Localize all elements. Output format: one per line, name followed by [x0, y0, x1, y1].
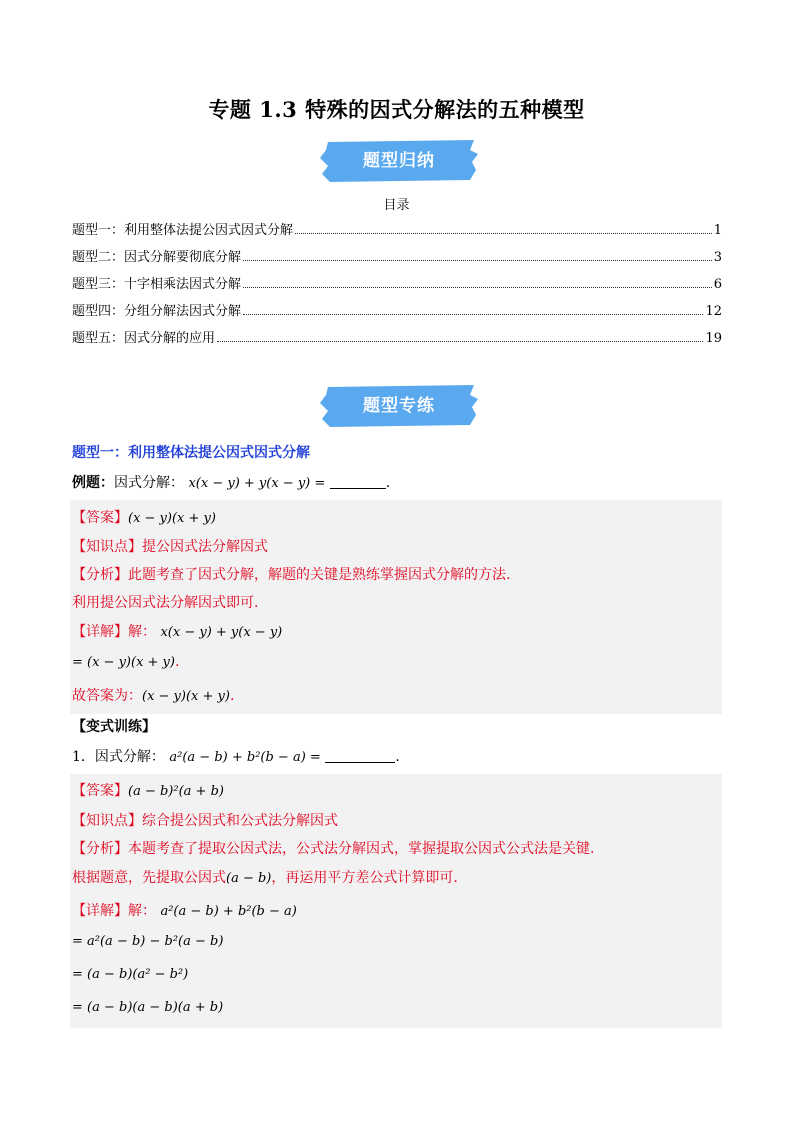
detail-prefix: 解：	[128, 624, 156, 640]
conclusion-expression: (x − y)(x + y)	[142, 689, 230, 704]
toc-item-page: 3	[713, 250, 722, 265]
question-prompt: 因式分解：	[94, 749, 165, 765]
toc-leader	[243, 286, 712, 288]
toc-item-label: 题型三：十字相乘法因式分解	[72, 277, 242, 292]
toc-leader	[217, 340, 703, 342]
question-number: 1．	[72, 749, 95, 765]
conclusion-end: .	[229, 688, 235, 704]
question-end: .	[395, 749, 400, 765]
analysis-text: 此题考查了因式分解，解题的关键是熟练掌握因式分解的方法.	[128, 567, 511, 583]
answer-line	[72, 780, 224, 800]
conclusion-line	[72, 685, 234, 705]
toc-leader	[295, 232, 712, 234]
banner-summary-label: 题型归纳	[363, 151, 435, 171]
step-end: .	[174, 654, 180, 670]
analysis-tag: 【分析】	[72, 841, 128, 857]
analysis-line	[72, 564, 510, 584]
step-expression: = (a − b)(a − b)(a + b)	[72, 1000, 224, 1015]
step-expression: = (a − b)(a² − b²)	[72, 967, 189, 982]
detail-step-1	[72, 933, 223, 949]
detail-line	[72, 900, 297, 920]
toc-item-page: 1	[713, 223, 722, 238]
toc-item-label: 题型一：利用整体法提公因式因式分解	[72, 223, 294, 238]
conclusion-prefix: 故答案为：	[72, 688, 142, 704]
answer-blank[interactable]	[325, 762, 395, 763]
analysis-line-2	[72, 867, 458, 887]
answer-blank[interactable]	[330, 488, 386, 489]
analysis-expression: (a − b)	[226, 871, 272, 886]
question-1	[72, 746, 400, 766]
answer-expression: (x − y)(x + y)	[128, 511, 216, 526]
toc-leader	[243, 259, 712, 261]
detail-step-3	[72, 999, 223, 1015]
knowledge-tag: 【知识点】	[72, 813, 142, 829]
toc-item-page: 12	[705, 304, 722, 319]
variant-heading: 【变式训练】	[72, 719, 156, 735]
toc-heading: 目录	[383, 198, 410, 213]
detail-step-2	[72, 966, 188, 982]
analysis-line	[72, 838, 594, 858]
banner-summary	[320, 140, 478, 182]
detail-expression: a²(a − b) + b²(b − a)	[160, 904, 297, 919]
step-expression: = a²(a − b) − b²(a − b)	[72, 934, 224, 949]
detail-tag: 【详解】	[72, 624, 128, 640]
toc-item-1[interactable]	[72, 220, 722, 238]
toc-item-page: 19	[705, 331, 722, 346]
knowledge-line	[72, 810, 338, 830]
answer-line	[72, 507, 216, 527]
toc-item-label: 题型二：因式分解要彻底分解	[72, 250, 242, 265]
example-label: 例题：	[72, 475, 114, 491]
detail-prefix: 解：	[128, 903, 156, 919]
answer-expression: (a − b)²(a + b)	[128, 784, 224, 799]
example-question	[72, 472, 390, 492]
knowledge-tag: 【知识点】	[72, 539, 142, 555]
detail-expression: x(x − y) + y(x − y)	[160, 625, 283, 640]
answer-tag: 【答案】	[72, 510, 128, 526]
example-end: .	[385, 475, 391, 491]
example-prompt: 因式分解：	[114, 475, 184, 491]
analysis-pre: 根据题意，先提取公因式	[72, 870, 226, 886]
banner-practice-label: 题型专练	[363, 396, 435, 416]
analysis-line-2: 利用提公因式法分解因式即可.	[72, 595, 259, 611]
detail-step-1	[72, 654, 179, 670]
analysis-tag: 【分析】	[72, 567, 128, 583]
question-expression: a²(a − b) + b²(b − a) =	[169, 750, 321, 765]
banner-practice	[320, 385, 478, 427]
toc-leader	[243, 313, 703, 315]
detail-tag: 【详解】	[72, 903, 128, 919]
analysis-text: 本题考查了提取公因式法，公式法分解因式，掌握提取公因式公式法是关键.	[128, 841, 595, 857]
knowledge-line	[72, 536, 268, 556]
toc-item-label: 题型五：因式分解的应用	[72, 331, 216, 346]
toc-item-5[interactable]	[72, 328, 722, 346]
knowledge-text: 提公因式法分解因式	[142, 539, 268, 555]
toc-item-3[interactable]	[72, 274, 722, 292]
detail-line	[72, 621, 282, 641]
toc-item-page: 6	[713, 277, 722, 292]
toc-item-2[interactable]	[72, 247, 722, 265]
toc-item-4[interactable]	[72, 301, 722, 319]
document-title: 专题 1.3 特殊的因式分解法的五种模型	[208, 97, 585, 122]
toc-item-label: 题型四：分组分解法因式分解	[72, 304, 242, 319]
step-expression: = (x − y)(x + y)	[72, 655, 175, 670]
example-expression: x(x − y) + y(x − y) =	[188, 476, 326, 491]
answer-tag: 【答案】	[72, 783, 128, 799]
knowledge-text: 综合提公因式和公式法分解因式	[142, 813, 338, 829]
section-heading-1: 题型一：利用整体法提公因式因式分解	[72, 445, 310, 461]
analysis-post: ，再运用平方差公式计算即可.	[271, 870, 458, 886]
